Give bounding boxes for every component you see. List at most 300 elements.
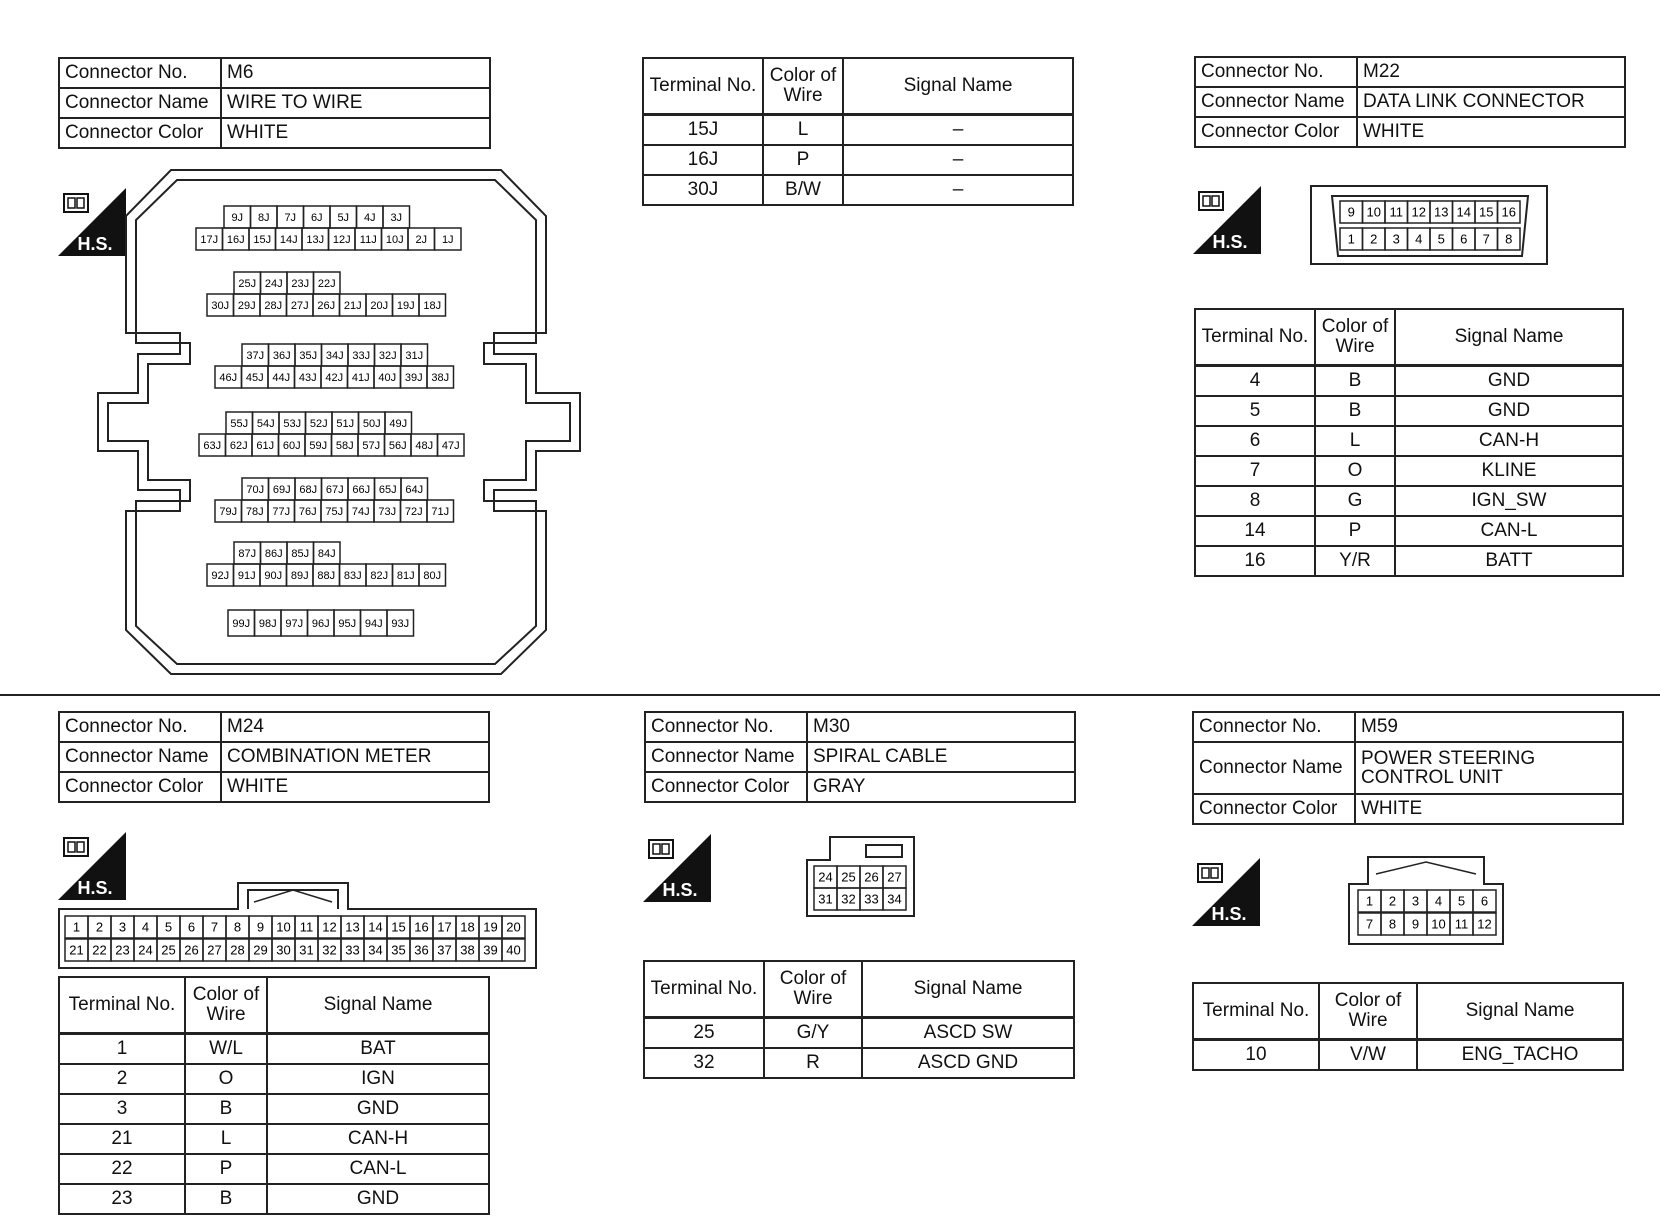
pin-label: 9 [1347, 204, 1355, 220]
m59-connector-name: POWER STEERING CONTROL UNIT [1355, 742, 1623, 794]
table-row [644, 1048, 1074, 1078]
pin-label: 47J [441, 439, 460, 452]
header-signal-name: Signal Name [862, 961, 1074, 1018]
pin-label: 31 [299, 942, 314, 958]
signal-name-cell: ASCD GND [862, 1048, 1074, 1078]
m6-connector-color: WHITE [221, 118, 490, 148]
terminal-no-cell: 2 [59, 1064, 185, 1094]
pin-label: 3 [1411, 893, 1420, 909]
m6-connector-info [58, 57, 491, 149]
hs-label: H.S. [1212, 232, 1248, 252]
terminal-no-cell: 1 [59, 1034, 185, 1065]
harness-side-icon [1192, 858, 1260, 926]
signal-name-cell: BATT [1395, 546, 1623, 576]
pin-label: 7J [284, 211, 297, 224]
pin-label: 2 [1370, 231, 1378, 247]
table-row [59, 1154, 489, 1184]
table-row [643, 145, 1073, 175]
hs-label: H.S. [662, 880, 698, 900]
m24-connector-no: M24 [221, 712, 489, 742]
pin-label: 31 [818, 891, 833, 907]
pin-label: 99J [232, 617, 251, 630]
hs-label: H.S. [77, 234, 113, 254]
wire-color-cell: W/L [185, 1034, 267, 1065]
pin-label: 26J [317, 299, 336, 312]
table-row [1195, 516, 1623, 546]
pin-label: 16J [226, 233, 245, 246]
pin-label: 53J [283, 417, 302, 430]
pin-label: 17 [437, 919, 452, 935]
m6-connector-no: M6 [221, 58, 490, 88]
section-divider [0, 694, 1660, 696]
pin-label: 27J [290, 299, 309, 312]
pin-label: 64J [405, 483, 424, 496]
pin-label: 80J [423, 569, 442, 582]
pin-label: 33J [352, 349, 371, 362]
signal-name-cell: GND [1395, 366, 1623, 397]
signal-name-cell: CAN-L [1395, 516, 1623, 546]
pin-label: 40J [378, 371, 397, 384]
pin-label: 98J [258, 617, 277, 630]
table-row [1195, 456, 1623, 486]
table-row [643, 175, 1073, 205]
label-connector-no: Connector No. [1195, 57, 1357, 87]
pin-label: 37 [437, 942, 452, 958]
terminal-no-cell: 25 [644, 1018, 764, 1049]
hs-label: H.S. [1211, 904, 1247, 924]
pin-label: 85J [291, 547, 310, 560]
pin-label: 25J [238, 277, 257, 290]
pin-label: 94J [364, 617, 383, 630]
pin-label: 6 [1460, 231, 1468, 247]
pin-label: 14 [1456, 204, 1471, 220]
pin-label: 91J [237, 569, 256, 582]
pin-label: 29 [253, 942, 268, 958]
wire-color-cell: P [763, 145, 843, 175]
pin-label: 84J [317, 547, 336, 560]
table-row [643, 115, 1073, 146]
pin-label: 54J [256, 417, 275, 430]
table-row [1195, 366, 1623, 397]
label-connector-no: Connector No. [59, 712, 221, 742]
pin-label: 33 [345, 942, 360, 958]
pin-label: 49J [389, 417, 408, 430]
pin-label: 78J [245, 505, 264, 518]
pin-label: 56J [388, 439, 407, 452]
pin-label: 95J [338, 617, 357, 630]
pin-label: 38 [460, 942, 475, 958]
pin-label: 59J [309, 439, 328, 452]
signal-name-cell: KLINE [1395, 456, 1623, 486]
pin-label: 1 [1365, 893, 1374, 909]
m22-connector-info [1194, 56, 1626, 148]
pin-label: 79J [219, 505, 238, 518]
signal-name-cell: IGN_SW [1395, 486, 1623, 516]
pin-label: 10 [1431, 916, 1446, 932]
pin-label: 55J [230, 417, 249, 430]
pin-label: 90J [264, 569, 283, 582]
m24-connector-face [58, 882, 538, 970]
pin-label: 3 [118, 919, 127, 935]
terminal-no-cell: 14 [1195, 516, 1315, 546]
pin-label: 2 [95, 919, 104, 935]
terminal-no-cell: 6 [1195, 426, 1315, 456]
terminal-no-cell: 21 [59, 1124, 185, 1154]
pin-label: 10 [276, 919, 291, 935]
wire-color-cell: V/W [1319, 1040, 1417, 1071]
header-signal-name: Signal Name [1395, 309, 1623, 366]
terminal-no-cell: 32 [644, 1048, 764, 1078]
pin-label: 39 [483, 942, 498, 958]
pin-label: 27 [207, 942, 222, 958]
pin-label: 18J [423, 299, 442, 312]
header-terminal-no: Terminal No. [1195, 309, 1315, 366]
pin-label: 2 [1388, 893, 1397, 909]
label-connector-name: Connector Name [59, 88, 221, 118]
pin-label: 14 [368, 919, 383, 935]
label-connector-color: Connector Color [1193, 794, 1355, 824]
table-row [59, 1094, 489, 1124]
pin-label: 7 [1482, 231, 1490, 247]
wire-color-cell: O [1315, 456, 1395, 486]
pin-label: 89J [290, 569, 309, 582]
pin-label: 7 [1365, 916, 1374, 932]
wire-color-cell: P [185, 1154, 267, 1184]
pin-label: 61J [256, 439, 275, 452]
terminal-no-cell: 5 [1195, 396, 1315, 426]
pin-label: 35 [391, 942, 406, 958]
pin-label: 28 [230, 942, 245, 958]
terminal-no-cell: 16J [643, 145, 763, 175]
pin-label: 52J [309, 417, 328, 430]
label-connector-name: Connector Name [645, 742, 807, 772]
terminal-no-cell: 10 [1193, 1040, 1319, 1071]
pin-label: 8J [257, 211, 270, 224]
m24-connector-name: COMBINATION METER [221, 742, 489, 772]
m59-connector-no: M59 [1355, 712, 1623, 742]
label-connector-name: Connector Name [59, 742, 221, 772]
pin-label: 16 [1501, 204, 1516, 220]
signal-name-cell: GND [267, 1094, 489, 1124]
m6-connector-face [96, 168, 586, 676]
pin-label: 81J [396, 569, 415, 582]
pin-label: 23 [115, 942, 130, 958]
pin-label: 16 [414, 919, 429, 935]
m59-connector-info [1192, 711, 1624, 825]
wire-color-cell: O [185, 1064, 267, 1094]
wire-color-cell: G/Y [764, 1018, 862, 1049]
label-connector-no: Connector No. [59, 58, 221, 88]
terminal-no-cell: 16 [1195, 546, 1315, 576]
pin-label: 32 [841, 891, 856, 907]
signal-name-cell: CAN-H [267, 1124, 489, 1154]
pin-label: 43J [298, 371, 317, 384]
wire-color-cell: L [185, 1124, 267, 1154]
pin-label: 18 [460, 919, 475, 935]
pin-label: 3J [390, 211, 403, 224]
table-row [1195, 396, 1623, 426]
label-connector-color: Connector Color [59, 772, 221, 802]
pin-label: 25 [161, 942, 176, 958]
pin-label: 40 [506, 942, 521, 958]
header-terminal-no: Terminal No. [59, 977, 185, 1034]
m6-pin-grid [196, 206, 464, 636]
pin-label: 22 [92, 942, 107, 958]
m30-pin-grid [814, 866, 906, 910]
pin-label: 10 [1366, 204, 1381, 220]
pin-label: 92J [211, 569, 230, 582]
pin-label: 51J [336, 417, 355, 430]
pin-label: 72J [404, 505, 423, 518]
pin-label: 19 [483, 919, 498, 935]
m59-connector-face [1348, 856, 1506, 946]
pin-label: 77J [272, 505, 291, 518]
harness-side-icon [643, 834, 711, 902]
pin-label: 21J [343, 299, 362, 312]
pin-label: 36J [272, 349, 291, 362]
m24-terminal-table [58, 976, 490, 1215]
terminal-no-cell: 30J [643, 175, 763, 205]
m6-connector-name: WIRE TO WIRE [221, 88, 490, 118]
pin-label: 44J [272, 371, 291, 384]
pin-label: 32J [378, 349, 397, 362]
m24-connector-color: WHITE [221, 772, 489, 802]
label-connector-no: Connector No. [1193, 712, 1355, 742]
pin-label: 2J [415, 233, 428, 246]
table-row [1195, 546, 1623, 576]
pin-label: 9 [256, 919, 265, 935]
pin-label: 68J [299, 483, 318, 496]
pin-label: 5 [1457, 893, 1466, 909]
m22-terminal-table [1194, 308, 1624, 577]
pin-label: 14J [279, 233, 298, 246]
pin-label: 34 [368, 942, 383, 958]
pin-label: 20J [370, 299, 389, 312]
pin-label: 97J [285, 617, 304, 630]
pin-label: 6J [310, 211, 323, 224]
pin-label: 1J [441, 233, 454, 246]
pin-label: 6 [187, 919, 196, 935]
pin-label: 96J [311, 617, 330, 630]
wire-color-cell: B [185, 1184, 267, 1214]
table-row [59, 1124, 489, 1154]
pin-label: 83J [343, 569, 362, 582]
pin-label: 11 [299, 919, 314, 935]
wire-color-cell: B [185, 1094, 267, 1124]
terminal-no-cell: 7 [1195, 456, 1315, 486]
header-color-of-wire: Color of Wire [1319, 983, 1417, 1040]
signal-name-cell: – [843, 145, 1073, 175]
pin-label: 86J [264, 547, 283, 560]
m30-connector-info [644, 711, 1076, 803]
pin-label: 30J [211, 299, 230, 312]
pin-label: 33 [864, 891, 879, 907]
pin-label: 1 [1347, 231, 1355, 247]
pin-label: 74J [351, 505, 370, 518]
pin-label: 11 [1389, 204, 1403, 220]
table-row [644, 1018, 1074, 1049]
table-row [1193, 1040, 1623, 1071]
pin-label: 38J [431, 371, 450, 384]
pin-label: 24J [264, 277, 283, 290]
signal-name-cell: BAT [267, 1034, 489, 1065]
m24-pin-grid [65, 916, 525, 961]
m30-connector-color: GRAY [807, 772, 1075, 802]
pin-label: 12 [1477, 916, 1492, 932]
header-terminal-no: Terminal No. [644, 961, 764, 1018]
pin-label: 73J [378, 505, 397, 518]
pin-label: 63J [203, 439, 222, 452]
pin-label: 42J [325, 371, 344, 384]
pin-label: 70J [246, 483, 265, 496]
pin-label: 36 [414, 942, 429, 958]
signal-name-cell: ENG_TACHO [1417, 1040, 1623, 1071]
m22-connector-face [1310, 185, 1550, 267]
pin-label: 45J [245, 371, 264, 384]
hs-label: H.S. [77, 878, 113, 898]
header-signal-name: Signal Name [843, 58, 1073, 115]
header-terminal-no: Terminal No. [1193, 983, 1319, 1040]
wire-color-cell: G [1315, 486, 1395, 516]
wire-color-cell: L [1315, 426, 1395, 456]
label-connector-color: Connector Color [645, 772, 807, 802]
pin-label: 5 [1437, 231, 1445, 247]
pin-label: 10J [385, 233, 404, 246]
m59-connector-color: WHITE [1355, 794, 1623, 824]
pin-label: 6 [1480, 893, 1489, 909]
pin-label: 26 [184, 942, 199, 958]
wire-color-cell: B [1315, 396, 1395, 426]
pin-label: 66J [352, 483, 371, 496]
pin-label: 7 [210, 919, 219, 935]
pin-label: 5 [164, 919, 173, 935]
m22-connector-no: M22 [1357, 57, 1625, 87]
pin-label: 87J [238, 547, 257, 560]
signal-name-cell: GND [267, 1184, 489, 1214]
pin-label: 26 [864, 869, 879, 885]
pin-label: 23J [291, 277, 310, 290]
pin-label: 15 [1479, 204, 1494, 220]
pin-label: 13J [306, 233, 325, 246]
label-connector-name: Connector Name [1193, 742, 1355, 794]
pin-label: 24 [818, 869, 833, 885]
header-terminal-no: Terminal No. [643, 58, 763, 115]
pin-label: 13 [345, 919, 360, 935]
header-color-of-wire: Color of Wire [185, 977, 267, 1034]
pin-label: 25 [841, 869, 856, 885]
wire-color-cell: L [763, 115, 843, 146]
pin-label: 76J [298, 505, 317, 518]
pin-label: 41J [351, 371, 370, 384]
terminal-no-cell: 22 [59, 1154, 185, 1184]
pin-label: 32 [322, 942, 337, 958]
m30-connector-no: M30 [807, 712, 1075, 742]
pin-label: 35J [299, 349, 318, 362]
pin-label: 88J [317, 569, 336, 582]
pin-label: 34J [325, 349, 344, 362]
m59-terminal-table [1192, 982, 1624, 1071]
table-row [59, 1034, 489, 1065]
m59-pin-grid [1358, 890, 1496, 935]
terminal-no-cell: 15J [643, 115, 763, 146]
pin-label: 11J [359, 233, 377, 246]
m24-connector-info [58, 711, 490, 803]
table-row [59, 1184, 489, 1214]
pin-label: 50J [362, 417, 381, 430]
pin-label: 1 [72, 919, 81, 935]
terminal-no-cell: 23 [59, 1184, 185, 1214]
wire-color-cell: Y/R [1315, 546, 1395, 576]
m22-pin-grid [1340, 201, 1520, 250]
m6-terminal-table [642, 57, 1074, 206]
pin-label: 15 [391, 919, 406, 935]
pin-label: 11 [1454, 916, 1469, 932]
m22-connector-name: DATA LINK CONNECTOR [1357, 87, 1625, 117]
header-color-of-wire: Color of Wire [1315, 309, 1395, 366]
terminal-no-cell: 4 [1195, 366, 1315, 397]
signal-name-cell: IGN [267, 1064, 489, 1094]
table-row [1195, 486, 1623, 516]
wire-color-cell: R [764, 1048, 862, 1078]
pin-label: 24 [138, 942, 153, 958]
pin-label: 13 [1434, 204, 1449, 220]
pin-label: 5J [337, 211, 350, 224]
pin-label: 31J [405, 349, 424, 362]
pin-label: 27 [887, 869, 902, 885]
wire-color-cell: B [1315, 366, 1395, 397]
signal-name-cell: GND [1395, 396, 1623, 426]
pin-label: 12 [1411, 204, 1426, 220]
pin-label: 48J [415, 439, 434, 452]
pin-label: 4 [141, 919, 150, 935]
m22-connector-color: WHITE [1357, 117, 1625, 147]
pin-label: 8 [233, 919, 242, 935]
pin-label: 39J [404, 371, 423, 384]
pin-label: 15J [253, 233, 272, 246]
pin-label: 19J [396, 299, 415, 312]
pin-label: 60J [282, 439, 301, 452]
m30-connector-face [806, 836, 916, 918]
pin-label: 17J [200, 233, 219, 246]
pin-label: 28J [264, 299, 283, 312]
pin-label: 4 [1434, 893, 1443, 909]
terminal-no-cell: 3 [59, 1094, 185, 1124]
pin-label: 30 [276, 942, 291, 958]
pin-label: 9J [231, 211, 244, 224]
pin-label: 4J [363, 211, 376, 224]
pin-label: 8 [1505, 231, 1513, 247]
wire-color-cell: B/W [763, 175, 843, 205]
pin-label: 37J [246, 349, 265, 362]
m30-terminal-table [643, 960, 1075, 1079]
pin-label: 8 [1388, 916, 1397, 932]
pin-label: 22J [317, 277, 336, 290]
harness-side-icon [1193, 186, 1261, 254]
label-connector-no: Connector No. [645, 712, 807, 742]
m30-connector-name: SPIRAL CABLE [807, 742, 1075, 772]
pin-label: 21 [69, 942, 84, 958]
label-connector-name: Connector Name [1195, 87, 1357, 117]
pin-label: 62J [229, 439, 248, 452]
pin-label: 58J [335, 439, 354, 452]
signal-name-cell: ASCD SW [862, 1018, 1074, 1049]
pin-label: 20 [506, 919, 521, 935]
signal-name-cell: – [843, 115, 1073, 146]
header-signal-name: Signal Name [267, 977, 489, 1034]
wire-color-cell: P [1315, 516, 1395, 546]
label-connector-color: Connector Color [1195, 117, 1357, 147]
pin-label: 9 [1411, 916, 1420, 932]
